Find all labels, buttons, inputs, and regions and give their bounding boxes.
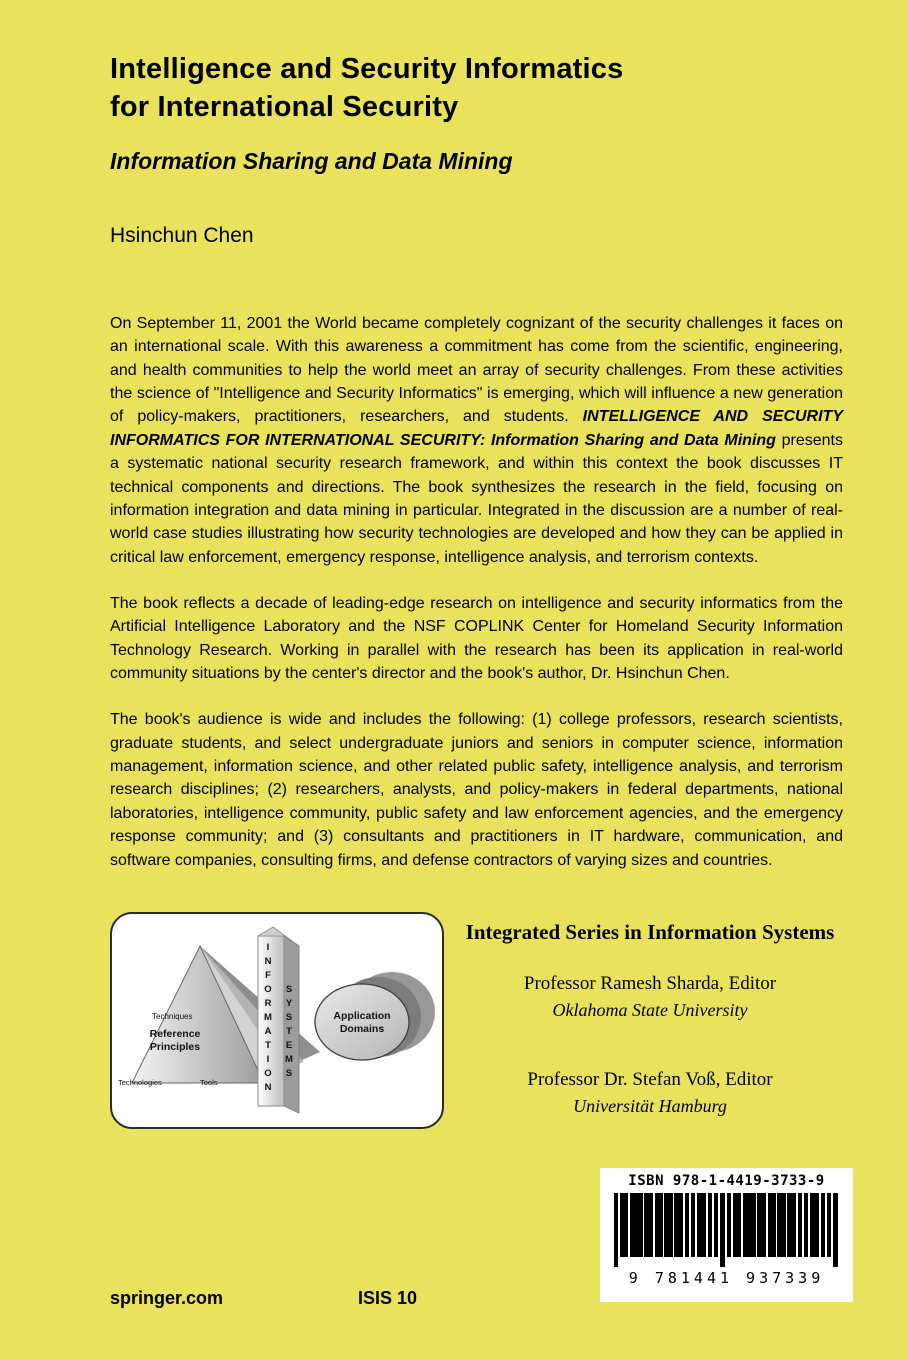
book-author: Hsinchun Chen	[110, 224, 254, 247]
logo-label-tools: Tools	[200, 1078, 218, 1087]
series-editor-2: Professor Dr. Stefan Voß, Editor	[527, 1069, 773, 1090]
paragraph-2: The book reflects a decade of leading-edge research on intelligence and security informatics from the Artificial Intelligence Laboratory and the NSF COPLINK Center for Homeland Security Information Technology Research. Working in parallel with the research has been its application in real-world community situations by the center's director and the book's author, Dr. Hsinchun Chen.	[110, 594, 843, 683]
paragraph-1-text-cont: presents a systematic national security research framework, and within this context the book discusses IT technical components and directions. The book synthesizes the research in the field, focusing on information integration and data mining in particular. Integrated in the discussion are a number of real-world case studies illustrating how security technologies are developed and how they can be applied in critical law enforcement, emergency response, intelligence analysis, and terrorism contexts.	[110, 431, 843, 566]
logo-label-reference-principles: Reference Principles	[149, 1028, 201, 1053]
series-code: ISIS 10	[358, 1288, 418, 1308]
series-title: Integrated Series in Information Systems	[465, 920, 835, 944]
isbn-label: ISBN 978-1-4419-3733-9	[628, 1173, 825, 1189]
logo-label-systems: SYSTEMS	[283, 984, 295, 1082]
paragraph-3: The book's audience is wide and includes the following: (1) college professors, research scientists, graduate students, and select undergraduate juniors and seniors in computer science, information management, information science, and other related public safety, intelligence analysis, and terrorism research disciplines; (2) researchers, analysts, and policy-makers in federal departments, national laboratories, intelligence community, public safety and law enforcement agencies, and the emergency response community; and (3) consultants and practitioners in IT hardware, communication, and software companies, consulting firms, and defense contractors of varying sizes and countries.	[110, 711, 843, 869]
logo-label-information: INFORMATION	[262, 942, 274, 1096]
book-title	[110, 50, 623, 127]
logo-label-techniques: Techniques	[152, 1012, 193, 1021]
barcode-bars	[614, 1193, 840, 1269]
barcode-number: 9 781441 937339	[628, 1269, 825, 1287]
logo-label-technologies: Technologies	[118, 1078, 162, 1087]
book-title-line1: Intelligence and Security Informatics	[110, 53, 624, 85]
publisher-website: springer.com	[110, 1288, 224, 1308]
book-subtitle: Information Sharing and Data Mining	[110, 148, 513, 174]
series-editor-1: Professor Ramesh Sharda, Editor	[523, 973, 777, 994]
series-spacer	[452, 1021, 848, 1069]
series-editor-2-affiliation: Universität Hamburg	[573, 1096, 727, 1116]
book-title-line2: for International Security	[110, 91, 459, 124]
logo-label-application-domains: Application Domains	[333, 1010, 391, 1036]
paragraph-1-text: On September 11, 2001 the World became completely cognizant of the security challenges it faces on an international scale. With this awareness a commitment has come from the scientific, engineering, and health communities to help the world meet an array of security challenges. From these activities the science of "Intelligence and Security Informatics" is emerging, which will influence a new generation of policy-makers, practitioners, researchers, and students.	[110, 315, 843, 426]
paragraph-1-emphasis: INTELLIGENCE AND SECURITY INFORMATICS FOR INTERNATIONAL SECURITY: Information Sharing and Data Mining	[110, 408, 843, 449]
isbn-block	[600, 1168, 853, 1302]
series-info	[452, 920, 848, 1117]
series-logo	[110, 912, 444, 1129]
paragraph-1	[110, 312, 843, 569]
series-editor-1-affiliation: Oklahoma State University	[552, 1000, 748, 1020]
back-cover-blurb	[110, 312, 843, 895]
